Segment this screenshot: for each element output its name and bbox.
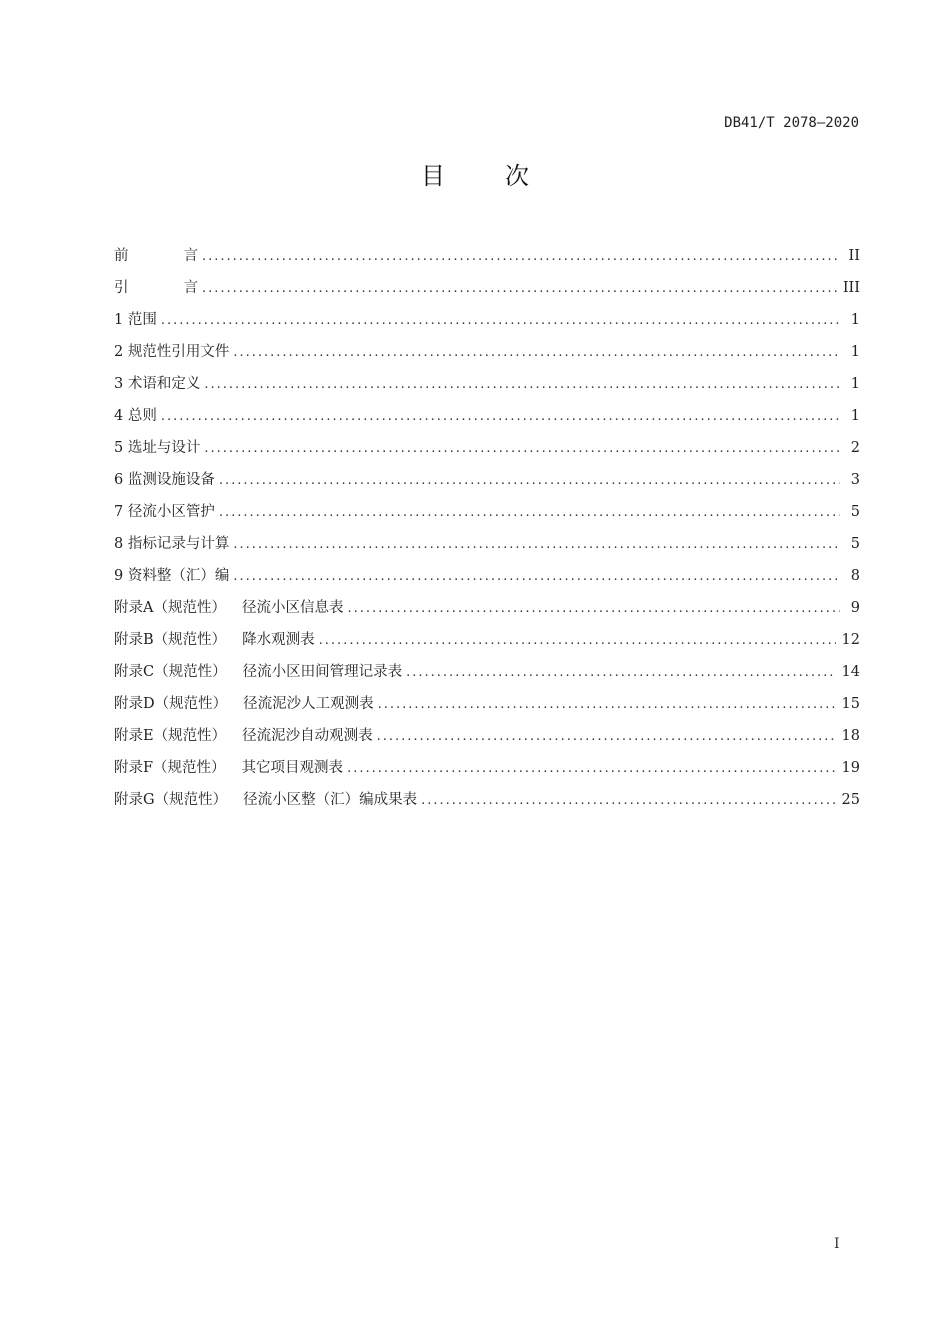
annex-title: 径流泥沙人工观测表 [243, 696, 374, 712]
toc-label [114, 788, 421, 812]
dot-leader [161, 405, 840, 429]
dot-leader [233, 533, 840, 557]
annex-prefix: 附录A（规范性） [114, 600, 226, 616]
toc-entry-preface[interactable] [114, 244, 860, 276]
dot-leader [233, 341, 840, 365]
annex-prefix: 附录F（规范性） [114, 760, 226, 776]
annex-title: 径流泥沙自动观测表 [242, 728, 373, 744]
dot-leader [377, 725, 836, 749]
toc-page-number: 3 [850, 472, 860, 488]
toc-page-number: 1 [850, 408, 860, 424]
dot-leader [219, 501, 840, 525]
dot-leader [204, 373, 840, 397]
toc-label: 3 术语和定义 [114, 376, 201, 392]
toc-entry-section[interactable] [114, 340, 860, 372]
toc-page-number: 8 [850, 568, 860, 584]
toc-label: 5 选址与设计 [114, 440, 201, 456]
toc-page-number: 12 [841, 632, 860, 648]
page-number: I [834, 1236, 840, 1252]
title-char-1: 目 [421, 162, 445, 190]
toc-entry-annex[interactable] [114, 628, 860, 660]
annex-prefix: 附录B（规范性） [114, 632, 227, 648]
annex-title: 径流小区田间管理记录表 [242, 664, 403, 680]
annex-title: 其它项目观测表 [241, 760, 344, 776]
dot-leader [319, 629, 836, 653]
annex-prefix: 附录D（规范性） [114, 696, 228, 712]
toc-label: 8 指标记录与计算 [114, 536, 230, 552]
toc-entry-section[interactable] [114, 468, 860, 500]
toc-entry-section[interactable] [114, 372, 860, 404]
dot-leader [406, 661, 835, 685]
toc-page-number: 9 [850, 600, 860, 616]
toc-label: 4 总则 [114, 408, 157, 424]
toc-entry-section[interactable] [114, 532, 860, 564]
table-of-contents [114, 244, 860, 820]
annex-prefix: 附录C（规范性） [114, 664, 227, 680]
toc-page-number: 5 [850, 536, 860, 552]
toc-entry-section[interactable] [114, 564, 860, 596]
toc-label: 2 规范性引用文件 [114, 344, 230, 360]
toc-page-number: 5 [850, 504, 860, 520]
page-title [0, 156, 950, 191]
toc-label [114, 756, 347, 780]
toc-label [114, 276, 202, 300]
toc-page-number: 1 [850, 344, 860, 360]
toc-label-char-2: 言 [183, 280, 198, 296]
toc-page-number: 1 [850, 312, 860, 328]
toc-entry-annex[interactable] [114, 596, 860, 628]
toc-page-number: 2 [850, 440, 860, 456]
dot-leader [378, 693, 836, 717]
toc-label [114, 628, 319, 652]
toc-label-char-2: 言 [183, 248, 198, 264]
annex-title: 径流小区信息表 [241, 600, 344, 616]
toc-label [114, 724, 377, 748]
dot-leader [204, 437, 840, 461]
dot-leader [161, 309, 840, 333]
toc-entry-annex[interactable] [114, 756, 860, 788]
toc-label: 6 监测设施设备 [114, 472, 215, 488]
toc-entry-section[interactable] [114, 308, 860, 340]
toc-page-number: 18 [841, 728, 860, 744]
title-char-2: 次 [505, 162, 529, 190]
toc-label: 9 资料整（汇）编 [114, 568, 230, 584]
toc-entry-section[interactable] [114, 436, 860, 468]
toc-page-number: III [842, 280, 860, 296]
dot-leader [347, 757, 835, 781]
annex-prefix: 附录G（规范性） [114, 792, 228, 808]
dot-leader [233, 565, 840, 589]
toc-label-char-1: 引 [114, 280, 129, 296]
toc-page-number: 15 [841, 696, 860, 712]
toc-entry-introduction[interactable] [114, 276, 860, 308]
toc-label: 7 径流小区管护 [114, 504, 215, 520]
toc-page-number: 1 [850, 376, 860, 392]
toc-label: 1 范围 [114, 312, 157, 328]
toc-entry-annex[interactable] [114, 788, 860, 820]
toc-label [114, 596, 347, 620]
toc-label [114, 692, 378, 716]
toc-label [114, 660, 406, 684]
toc-page-number: 14 [841, 664, 860, 680]
toc-label-char-1: 前 [114, 248, 129, 264]
dot-leader [347, 597, 840, 621]
toc-label [114, 244, 202, 268]
toc-entry-annex[interactable] [114, 692, 860, 724]
standard-code: DB41/T 2078—2020 [724, 115, 859, 131]
annex-title: 降水观测表 [242, 632, 315, 648]
toc-entry-annex[interactable] [114, 660, 860, 692]
annex-title: 径流小区整（汇）编成果表 [243, 792, 418, 808]
toc-page-number: 19 [841, 760, 860, 776]
annex-prefix: 附录E（规范性） [114, 728, 227, 744]
toc-page-number: II [848, 248, 860, 264]
dot-leader [202, 245, 840, 269]
dot-leader [421, 789, 835, 813]
toc-page-number: 25 [841, 792, 860, 808]
toc-entry-annex[interactable] [114, 724, 860, 756]
dot-leader [202, 277, 837, 301]
dot-leader [219, 469, 840, 493]
toc-entry-section[interactable] [114, 500, 860, 532]
toc-entry-section[interactable] [114, 404, 860, 436]
